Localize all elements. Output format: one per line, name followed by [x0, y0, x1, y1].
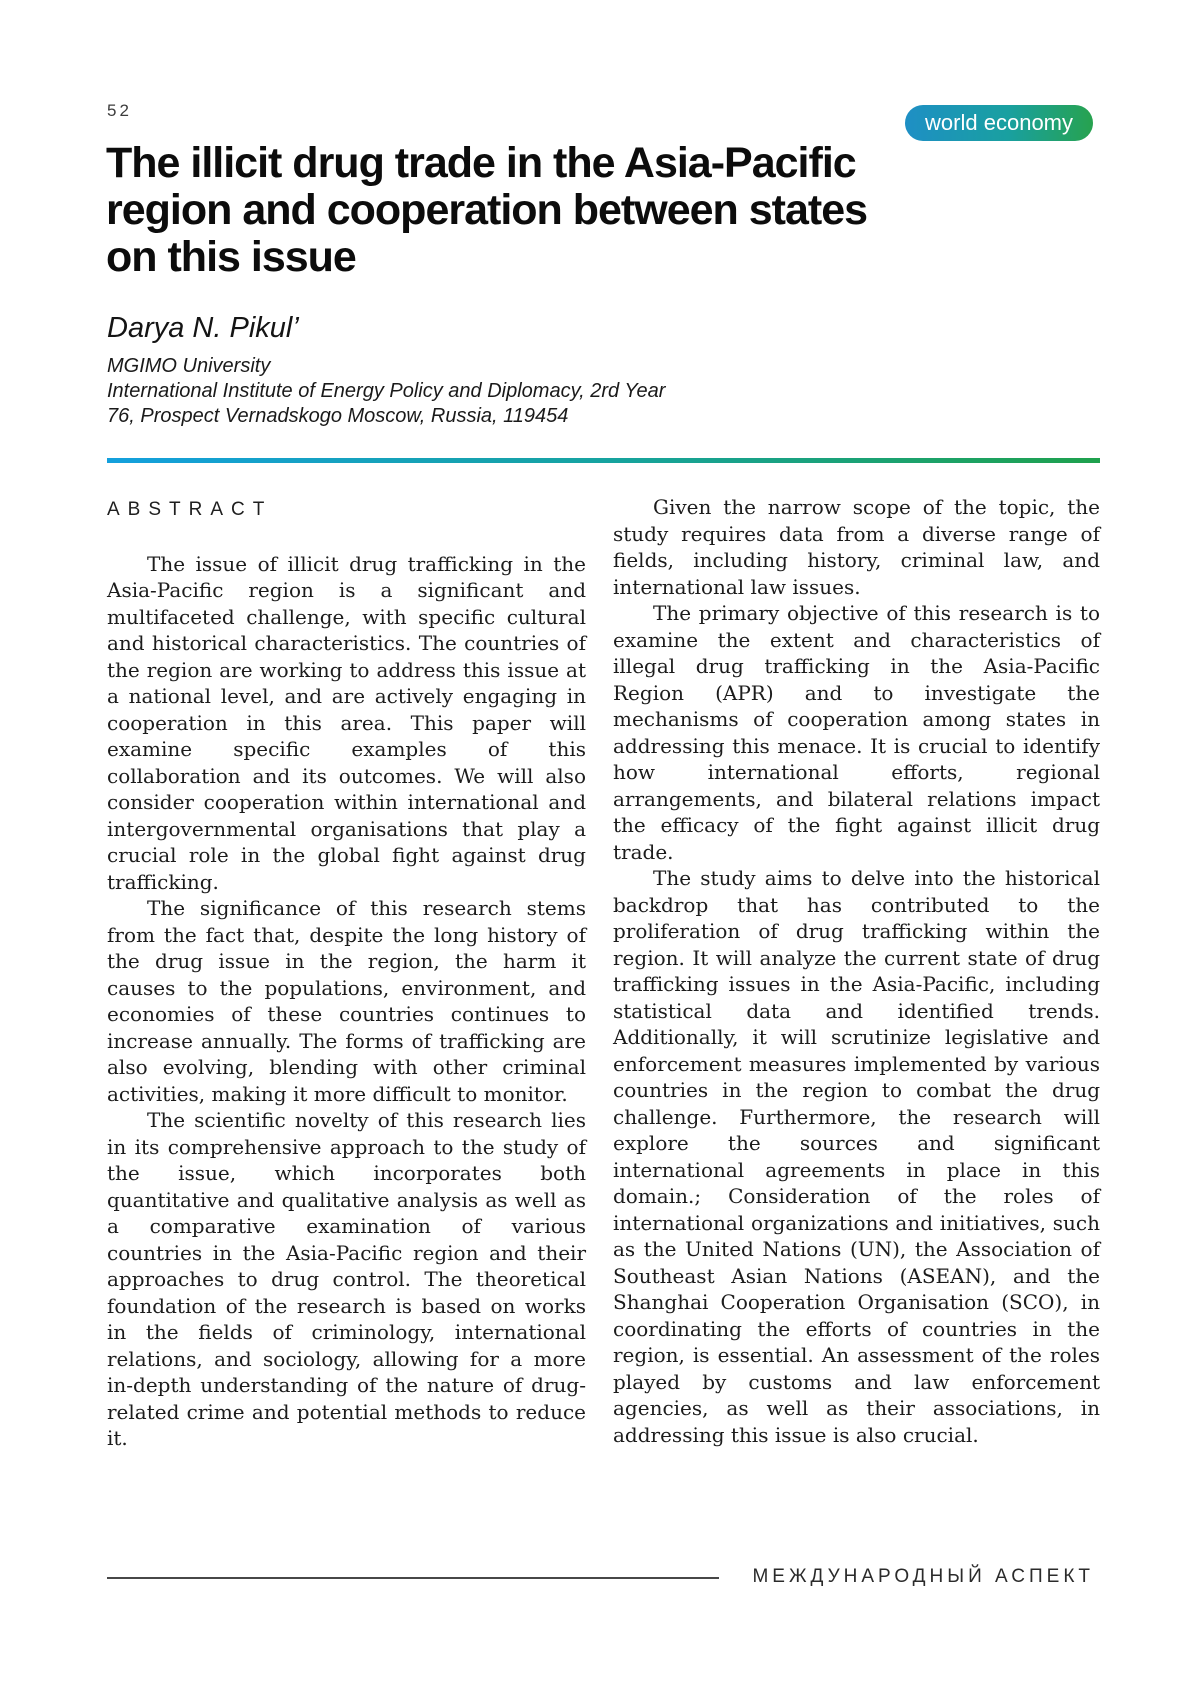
article-title: [106, 140, 1106, 281]
abstract-paragraph-6: The study aims to delve into the historical backdrop that has contributed to the proliferation of drug trafficking within the region. It will analyze the current state of drug trafficking issues in the Asia-Pacific, including statistical data and identified trends. Additionally, it will scrutinize legislative and enforcement measures implemented by various countries in the region to combat the drug challenge. Furthermore, the research will explore the sources and significant international agreements in place in this domain.; Consideration of the roles of international organizations and initiatives, such as the United Nations (UN), the Association of Southeast Asian Nations (ASEAN), and the Shanghai Cooperation Organisation (SCO), in coordinating the efforts of countries in the region, is essential. An assessment of the roles played by customs and law enforcement agencies, as well as their associations, in addressing this issue is also crucial.: [613, 866, 1100, 1447]
footer-rule: [107, 1577, 719, 1579]
section-badge: [905, 105, 1093, 141]
affiliation-line-university: MGIMO University: [107, 355, 271, 377]
abstract-left-column: [107, 497, 586, 1452]
abstract-paragraph-4: Given the narrow scope of the topic, the study requires data from a diverse range of fields, including history, criminal law, and international law issues.: [613, 495, 1100, 599]
affiliation-line-institute: International Institute of Energy Policy and Diplomacy, 2rd Year: [107, 380, 666, 402]
abstract-paragraph-1: The issue of illicit drug trafficking in the Asia-Pacific region is a significant and multifaceted challenge, with specific cultural and historical characteristics. The countries of the region are working to address this issue at a national level, and are actively engaging in cooperation in this area. This paper will examine specific examples of this collaboration and its outcomes. We will also consider cooperation within international and intergovernmental organisations that play a crucial role in the global fight against drug trafficking.: [107, 551, 586, 894]
title-line-1: The illicit drug trade in the Asia-Pacific: [106, 139, 856, 187]
abstract-right-column: [613, 494, 1100, 1448]
abstract-paragraph-3: The scientific novelty of this research lies in its comprehensive approach to the study of the issue, which incorporates both quantitative and qualitative analysis as well as a comparative examination of various countries in the Asia-Pacific region and their approaches to drug control. The theoretical foundation of the research is based on works in the fields of criminology, international relations, and sociology, allowing for a more in-depth understanding of the nature of drug-related crime and potential methods to reduce it.: [107, 1108, 586, 1450]
section-badge-label: world economy: [925, 110, 1073, 135]
gradient-divider-rule: [107, 458, 1100, 463]
title-line-3: on this issue: [106, 233, 356, 281]
page-number: 52: [107, 101, 132, 120]
title-line-2: region and cooperation between states: [106, 186, 868, 234]
author-name: Darya N. Pikul’: [107, 312, 299, 344]
author-block: [107, 312, 665, 429]
abstract-paragraph-5: The primary objective of this research is to examine the extent and characteristics of illegal drug trafficking in the Asia-Pacific Region (APR) and to investigate the mechanisms of cooperation among states in addressing this menace. It is crucial to identify how international efforts, regional arrangements, and bilateral relations impact the efficacy of the fight against illicit drug trade.: [613, 601, 1100, 864]
affiliation-line-address: 76, Prospect Vernadskogo Moscow, Russia, 119454: [107, 405, 569, 427]
abstract-paragraph-2: The significance of this research stems from the fact that, despite the long history of the drug issue in the region, the harm it causes to the populations, environment, and economies of these countries continues to increase annually. The forms of trafficking are also evolving, blending with other criminal activities, making it more difficult to monitor.: [107, 896, 586, 1106]
abstract-heading: ABSTRACT: [107, 499, 273, 520]
footer-journal-section: МЕЖДУНАРОДНЫЙ АСПЕКТ: [752, 1566, 1094, 1587]
